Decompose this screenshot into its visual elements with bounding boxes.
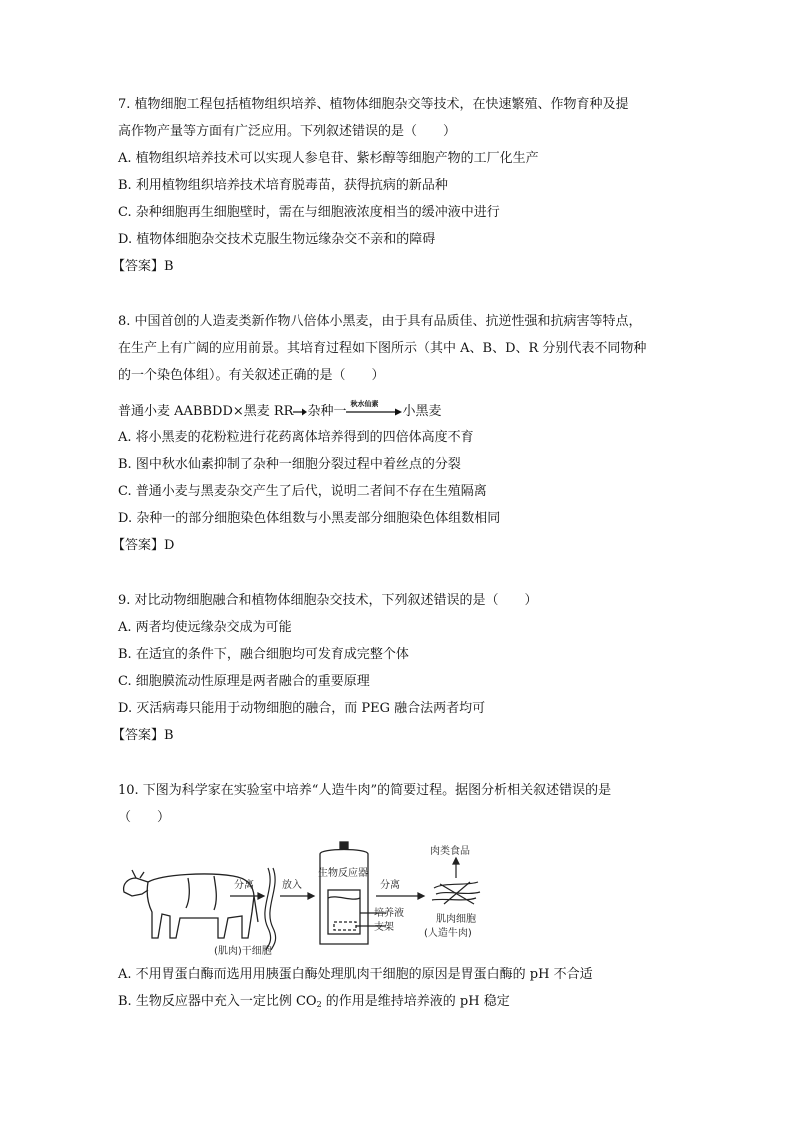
co2-subscript: 2 [316,1000,322,1009]
stem-cell-strand [265,868,276,950]
q8-option-c: C. 普通小麦与黑麦杂交产生了后代，说明二者间不存在生殖隔离 [118,484,487,499]
q7-option-a: A. 植物组织培养技术可以实现人参皂苷、紫杉醇等细胞产物的工厂化生产 [118,151,539,166]
q8-option-a: A. 将小黑麦的花粉粒进行花药离体培养得到的四倍体高度不育 [118,430,474,445]
long-arrow-icon [346,407,402,417]
label-put-in: 放入 [282,880,302,891]
q7-option-d: D. 植物体细胞杂交技术克服生物远缘杂交不亲和的障碍 [118,232,436,247]
label-separate-1: 分离 [234,880,254,891]
muscle-cells-icon [432,882,480,904]
label-bioreactor: 生物反应器 [318,868,368,879]
formula-hybrid: 杂种一 [307,404,347,419]
label-culture-medium: 培养液 [374,908,404,919]
formula-triticale: 小黑麦 [402,404,442,419]
label-artificial-beef: (人造牛肉) [424,928,472,939]
q9-stem: 9. 对比动物细胞融合和植物体细胞杂交技术，下列叙述错误的是（ ） [118,593,538,608]
q10-option-b [118,993,510,1014]
q7-stem-line2: 高作物产量等方面有广泛应用。下列叙述错误的是（ ） [118,124,457,139]
q9-option-c: C. 细胞膜流动性原理是两者融合的重要原理 [118,674,370,689]
q8-option-b: B. 图中秋水仙素抑制了杂种一细胞分裂过程中着丝点的分裂 [118,457,461,472]
q8-answer: 【答案】D [112,538,175,553]
q9-option-a: A. 两者均使远缘杂交成为可能 [118,620,292,635]
q10-stem-line1: 10. 下图为科学家在实验室中培养“人造牛肉”的简要过程。据图分析相关叙述错误的是 [118,783,612,798]
q10-stem-line2: （ ） [118,810,171,825]
q8-breeding-formula [118,399,442,421]
q8-stem-line3: 的一个染色体组）。有关叙述正确的是（ ） [118,368,385,383]
q8-stem-line2: 在生产上有广阔的应用前景。其培育过程如下图所示（其中 A、B、D、R 分别代表不同物种 [118,341,647,356]
q7-stem-line1: 7. 植物细胞工程包括植物组织培养、植物体细胞杂交等技术，在快速繁殖、作物育种及提 [118,97,629,112]
q10-option-b-rest: 的作用是维持培养液的 pH 稳定 [321,994,510,1009]
label-muscle-cell: 肌肉细胞 [436,914,476,925]
q10-option-a: A. 不用胃蛋白酶而选用用胰蛋白酶处理肌肉干细胞的原因是胃蛋白酶的 pH 不合适 [118,967,593,982]
q9-answer: 【答案】B [112,728,174,743]
formula-parents: 普通小麦 AABBDD×黑麦 RR [118,404,294,419]
arrow-label: 秋水仙素 [350,399,379,408]
q10-option-b-text: B. 生物反应器中充入一定比例 CO [118,994,317,1009]
q7-option-b: B. 利用植物组织培养技术培育脱毒苗，获得抗病的新品种 [118,178,448,193]
q7-option-c: C. 杂种细胞再生细胞壁时，需在与细胞液浓度相当的缓冲液中进行 [118,205,500,220]
q9-option-b: B. 在适宜的条件下，融合细胞均可发育成完整个体 [118,647,409,662]
q7-answer: 【答案】B [112,259,174,274]
q8-option-d: D. 杂种一的部分细胞染色体组数与小黑麦部分细胞染色体组数相同 [118,511,501,526]
q8-stem-line1: 8. 中国首创的人造麦类新作物八倍体小黑麦，由于具有品质佳、抗逆性强和抗病害等特点， [118,314,642,329]
label-support: 支架 [374,922,394,933]
label-separate-2: 分离 [380,880,400,891]
arrow-icon [293,407,307,417]
label-meat-food: 肉类食品 [430,846,470,857]
q9-option-d: D. 灭活病毒只能用于动物细胞的融合，而 PEG 融合法两者均可 [118,701,486,716]
label-stem-cell: (肌肉)干细胞 [214,946,272,957]
colchicine-arrow [346,399,402,421]
artificial-beef-figure [118,838,678,958]
